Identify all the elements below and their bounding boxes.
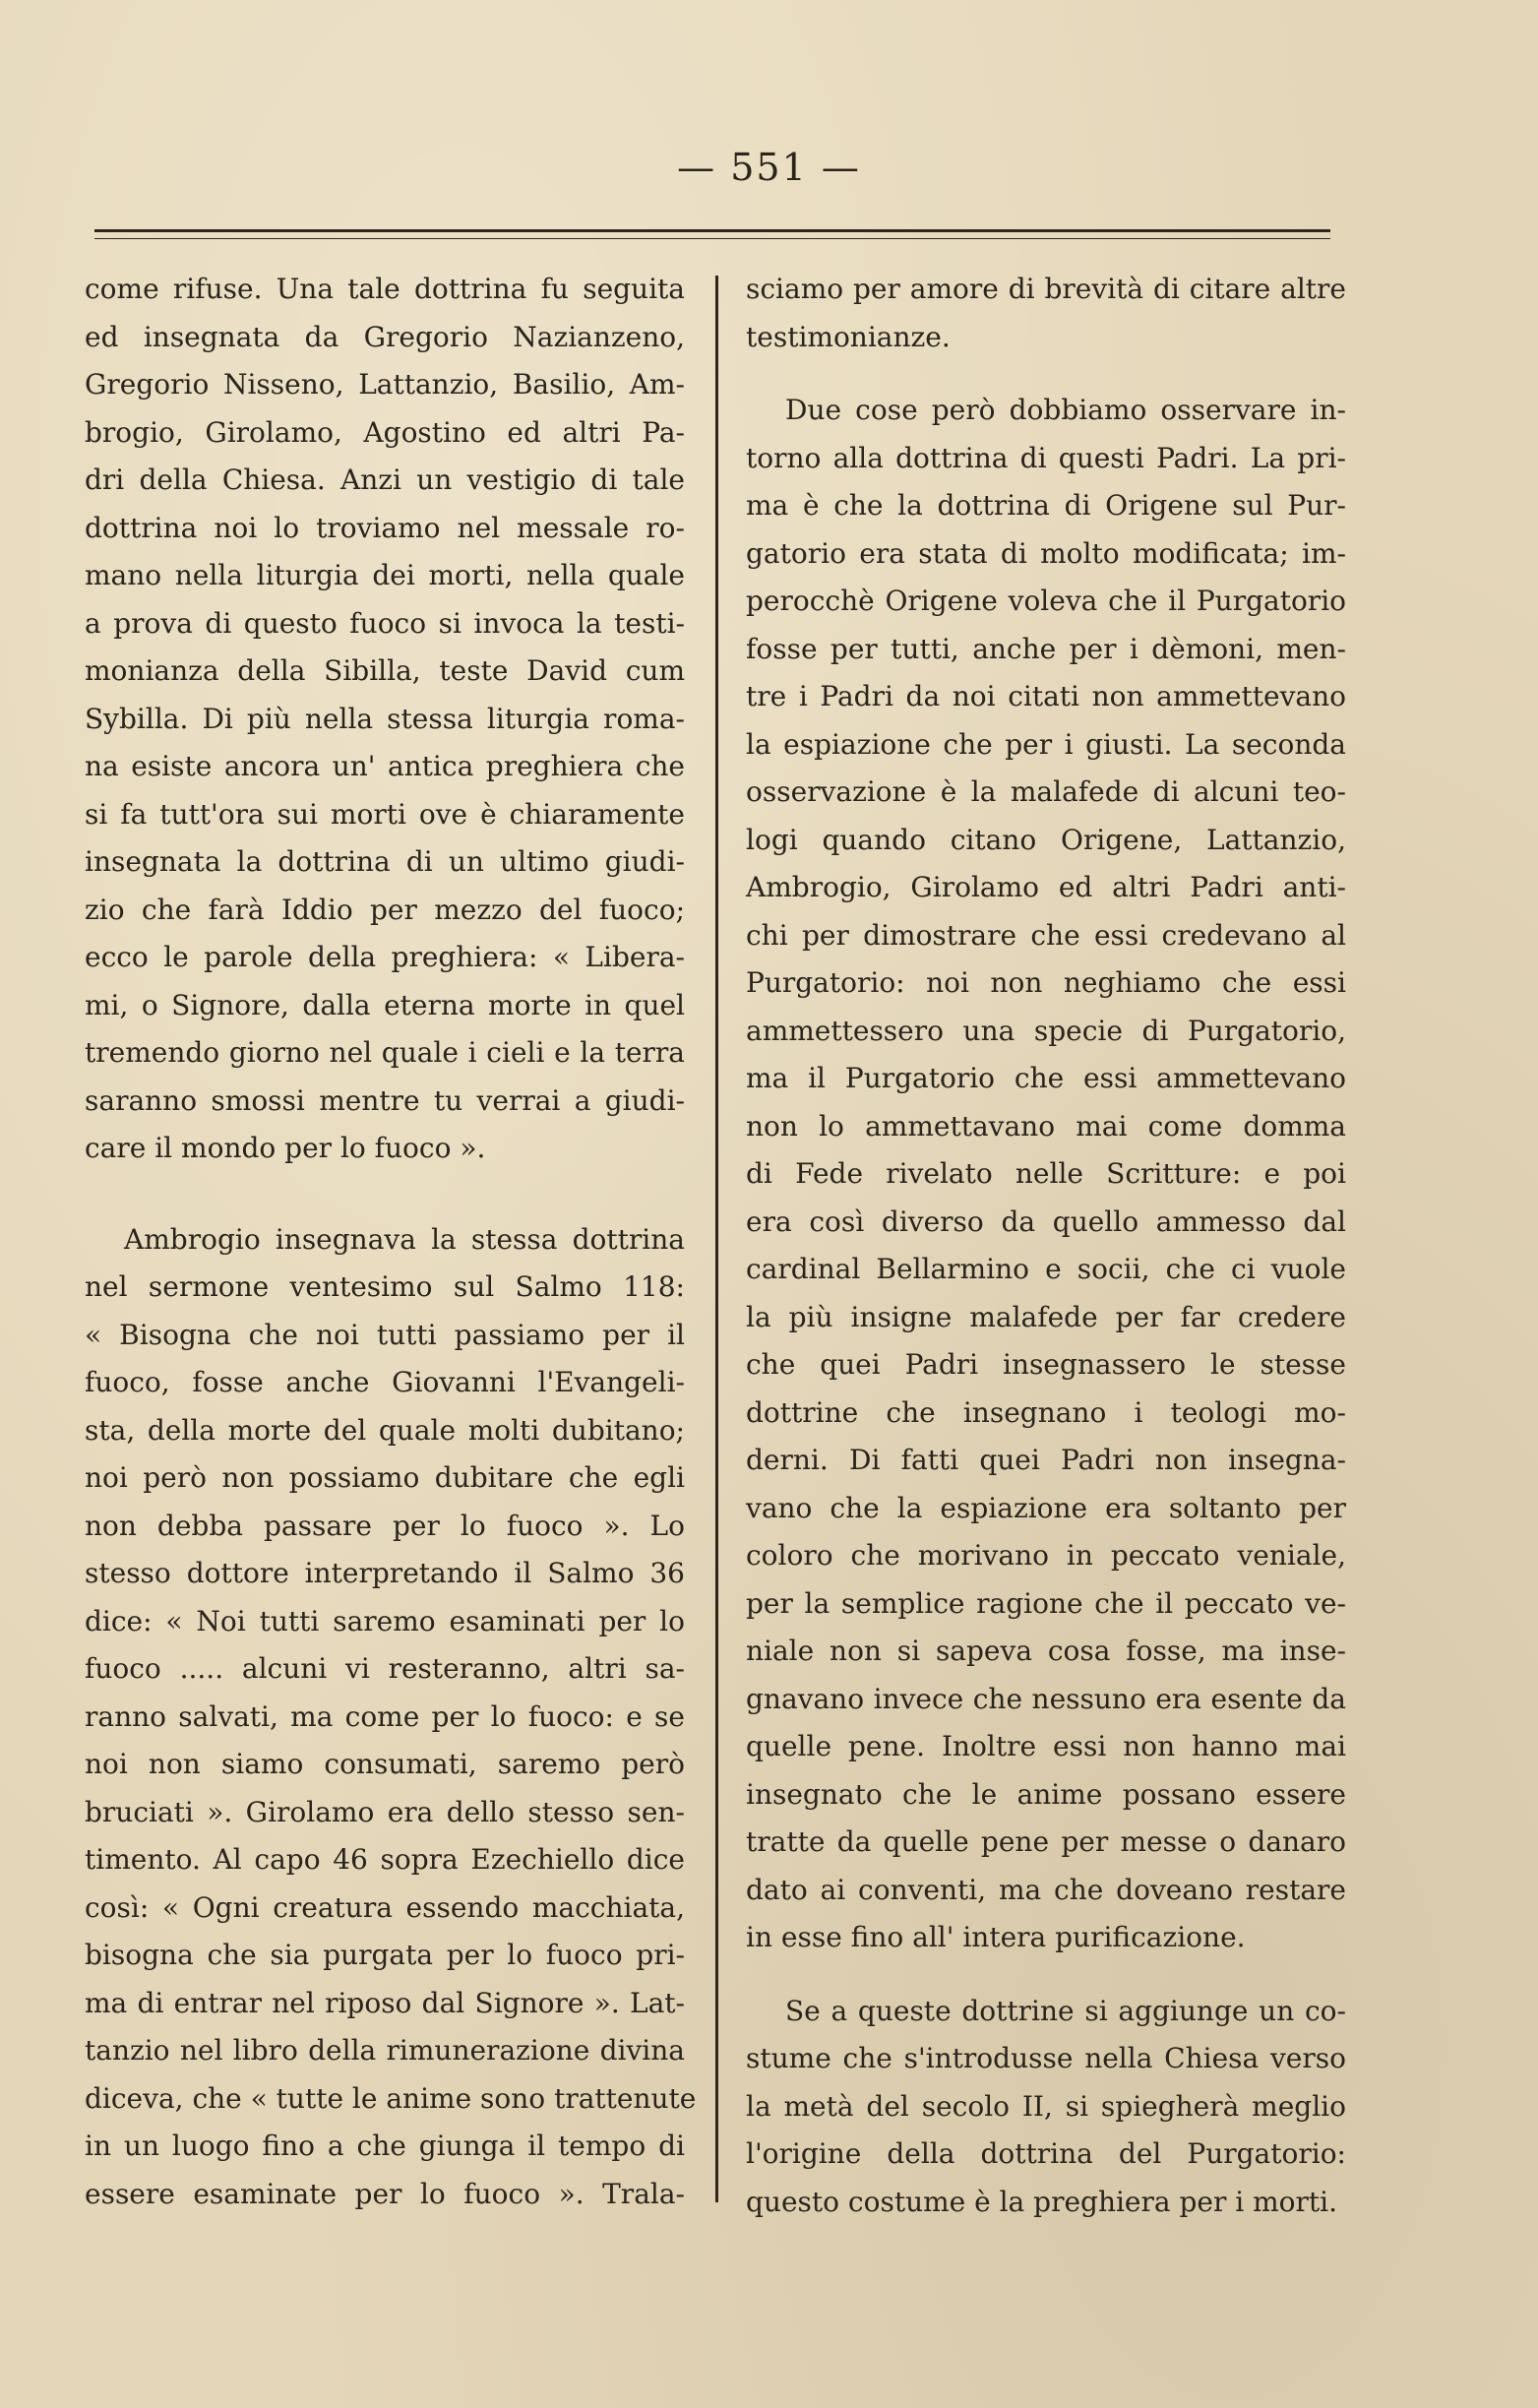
text-line: monianza della Sibilla, teste David cum — [85, 654, 685, 687]
left-paragraph-1 — [85, 266, 685, 1173]
text-line: mano nella liturgia dei morti, nella quale — [85, 559, 685, 591]
text-line: che quei Padri insegnassero le stesse — [746, 1348, 1346, 1381]
text-line: Due cose però dobbiamo osservare in- — [785, 394, 1346, 426]
text-line: dato ai conventi, ma che doveano restare — [746, 1873, 1346, 1906]
text-line: gatorio era stata di molto modificata; im- — [746, 536, 1346, 570]
text-line: sta, della morte del quale molti dubitano; — [85, 1413, 685, 1447]
text-line: logi quando citano Origene, Lattanzio, — [746, 823, 1346, 856]
text-line: « Bisogna che noi tutti passiamo per il — [85, 1318, 685, 1351]
text-line: cardinal Bellarmino e socii, che ci vuole — [746, 1253, 1346, 1285]
right-column — [746, 266, 1346, 2226]
header-rule — [94, 229, 1330, 239]
text-line: insegnato che le anime possano essere — [746, 1777, 1346, 1811]
paragraph-gap — [746, 361, 1346, 387]
text-line: Gregorio Nisseno, Lattanzio, Basilio, Am- — [85, 368, 685, 401]
text-line: per la semplice ragione che il peccato ve- — [746, 1586, 1346, 1620]
text-line: non debba passare per lo fuoco ». Lo — [85, 1509, 685, 1542]
text-line: tre i Padri da noi citati non ammettevano — [746, 680, 1346, 712]
text-line: Ambrogio, Girolamo ed altri Padri anti- — [746, 871, 1346, 903]
page-number: — 551 — — [677, 146, 861, 189]
text-line: ed insegnata da Gregorio Nazianzeno, — [85, 320, 685, 353]
text-line: dri della Chiesa. Anzi un vestigio di tale — [85, 463, 685, 496]
text-line: dottrine che insegnano i teologi mo- — [746, 1395, 1346, 1429]
text-line: bisogna che sia purgata per lo fuoco pri- — [85, 1939, 685, 1971]
text-line: noi non siamo consumati, saremo però — [85, 1748, 685, 1780]
text-line: si fa tutt'ora sui morti ove è chiaramente — [85, 797, 685, 831]
text-line: a prova di questo fuoco si invoca la testi- — [85, 606, 685, 640]
text-line: fuoco, fosse anche Giovanni l'Evangeli- — [85, 1366, 685, 1398]
text-line: Ambrogio insegnava la stessa dottrina — [124, 1222, 685, 1256]
text-line: la più insigne malafede per far credere — [746, 1300, 1346, 1333]
text-line: Sybilla. Di più nella stessa liturgia roma- — [85, 702, 685, 735]
text-line: brogio, Girolamo, Agostino ed altri Pa- — [85, 415, 685, 449]
text-line: ma è che la dottrina di Origene sul Pur- — [746, 489, 1346, 522]
text-line: noi però non possiamo dubitare che egli — [85, 1461, 685, 1494]
text-line: diceva, che « tutte le anime sono trattenute — [85, 2081, 697, 2115]
text-line: non lo ammettavano mai come domma — [746, 1109, 1346, 1142]
paragraph-gap — [85, 1173, 685, 1216]
text-line: ma il Purgatorio che essi ammettevano — [746, 1062, 1346, 1094]
text-line: na esiste ancora un' antica preghiera che — [85, 750, 685, 782]
text-line: era così diverso da quello ammesso dal — [746, 1204, 1346, 1238]
text-line: così: « Ogni creatura essendo macchiata, — [85, 1890, 685, 1924]
text-line: care il mondo per lo fuoco ». — [85, 1132, 486, 1164]
text-line: questo costume è la preghiera per i morti. — [746, 2185, 1338, 2218]
text-line: sciamo per amore di brevità di citare altre — [746, 273, 1346, 305]
text-line: in un luogo fino a che giunga il tempo di — [85, 2130, 685, 2162]
right-paragraph-2 — [746, 387, 1346, 1962]
text-line: tanzio nel libro della rimunerazione divina — [85, 2034, 685, 2067]
text-line: in esse fino all' intera purificazione. — [746, 1921, 1246, 1953]
text-line: stume che s'introdusse nella Chiesa verso — [746, 2042, 1346, 2074]
text-line: perocchè Origene voleva che il Purgatorio — [746, 585, 1346, 617]
text-line: osservazione è la malafede di alcuni teo- — [746, 775, 1346, 808]
left-column — [85, 266, 697, 2218]
text-line: tratte da quelle pene per messe o danaro — [746, 1825, 1346, 1858]
text-line: niale non si sapeva cosa fosse, ma inse- — [746, 1635, 1346, 1667]
text-line: l'origine della dottrina del Purgatorio: — [746, 2137, 1346, 2170]
text-line: timento. Al capo 46 sopra Ezechiello dice — [85, 1843, 685, 1876]
text-line: derni. Di fatti quei Padri non insegna- — [746, 1444, 1346, 1476]
text-line: dice: « Noi tutti saremo esaminati per lo — [85, 1604, 685, 1637]
text-line: di Fede rivelato nelle Scritture: e poi — [746, 1157, 1346, 1190]
paragraph-gap — [746, 1962, 1346, 1988]
text-line: quelle pene. Inoltre essi non hanno mai — [746, 1730, 1346, 1762]
text-line: ranno salvati, ma come per lo fuoco: e se — [85, 1699, 685, 1733]
text-line: saranno smossi mentre tu verrai a giudi- — [85, 1083, 685, 1117]
text-line: dottrina noi lo troviamo nel messale ro- — [85, 511, 685, 544]
text-line: torno alla dottrina di questi Padri. La pri- — [746, 441, 1346, 474]
text-line: zio che farà Iddio per mezzo del fuoco; — [85, 893, 685, 926]
column-divider — [715, 276, 718, 2202]
right-paragraph-3 — [746, 1988, 1346, 2227]
text-line: come rifuse. Una tale dottrina fu seguita — [85, 273, 685, 305]
text-line: gnavano invece che nessuno era esente da — [746, 1682, 1346, 1715]
right-paragraph-1 — [746, 266, 1346, 361]
text-line: fuoco ..... alcuni vi resteranno, altri sa- — [85, 1652, 685, 1685]
text-line: Purgatorio: noi non neghiamo che essi — [746, 966, 1346, 999]
text-line: coloro che morivano in peccato veniale, — [746, 1539, 1346, 1572]
text-line: testimonianze. — [746, 320, 951, 353]
text-line: bruciati ». Girolamo era dello stesso sen- — [85, 1795, 685, 1828]
text-line: tremendo giorno nel quale i cieli e la terra — [85, 1036, 685, 1069]
text-line: chi per dimostrare che essi credevano al — [746, 918, 1346, 952]
text-line: vano che la espiazione era soltanto per — [746, 1491, 1346, 1524]
text-line: insegnata la dottrina di un ultimo giudi- — [85, 845, 685, 878]
text-line: la metà del secolo II, si spiegherà meglio — [746, 2089, 1346, 2123]
text-line: ma di entrar nel riposo dal Signore ». Lat- — [85, 1986, 685, 2019]
text-line: ecco le parole della preghiera: « Libera- — [85, 941, 685, 973]
text-line: stesso dottore interpretando il Salmo 36 — [85, 1557, 685, 1589]
text-line: nel sermone ventesimo sul Salmo 118: — [85, 1270, 685, 1303]
text-line: mi, o Signore, dalla eterna morte in quel — [85, 988, 685, 1021]
text-line: Se a queste dottrine si aggiunge un co- — [785, 1994, 1346, 2027]
text-line: la espiazione che per i giusti. La seconda — [746, 727, 1346, 761]
text-line: essere esaminate per lo fuoco ». Trala- — [85, 2177, 685, 2210]
text-line: fosse per tutti, anche per i dèmoni, men- — [746, 632, 1346, 665]
text-line: ammettessero una specie di Purgatorio, — [746, 1014, 1346, 1047]
left-paragraph-2 — [85, 1216, 697, 2219]
